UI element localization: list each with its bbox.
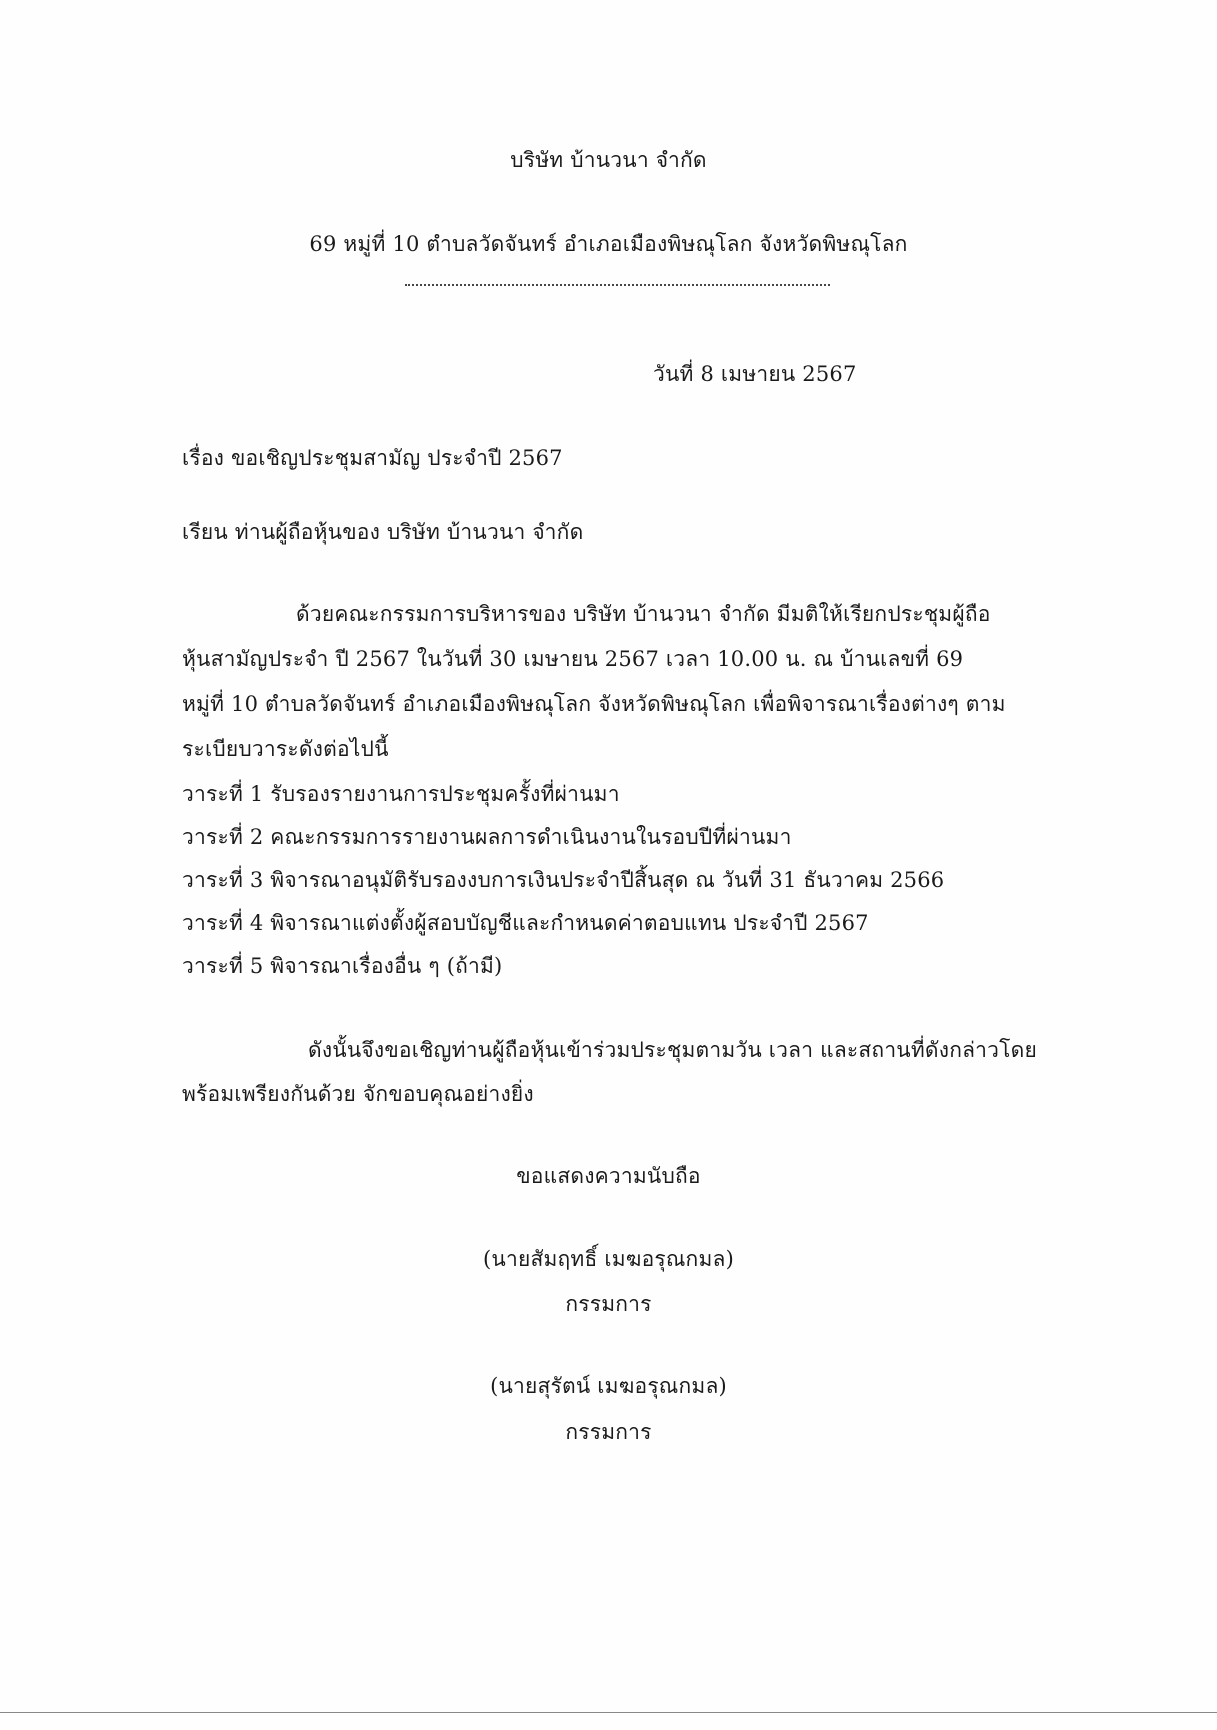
- letter-date: วันที่ 8 เมษายน 2567: [653, 362, 857, 386]
- company-name: บริษัท บ้านวนา จำกัด: [510, 148, 707, 172]
- body-paragraph-line: ระเบียบวาระดังต่อไปนี้: [182, 737, 389, 761]
- agenda-item: วาระที่ 4 พิจารณาแต่งตั้งผู้สอบบัญชีและกำหนดค่าตอบแทน ประจำปี 2567: [182, 911, 869, 935]
- signatory-name: (นายสุรัตน์ เมฆอรุณกมล): [490, 1374, 727, 1398]
- body-paragraph-line: หมู่ที่ 10 ตำบลวัดจันทร์ อำเภอเมืองพิษณุโลก จังหวัดพิษณุโลก เพื่อพิจารณาเรื่องต่างๆ ตาม: [182, 692, 1006, 716]
- signatory-role: กรรมการ: [565, 1420, 652, 1444]
- letter-recipient: เรียน ท่านผู้ถือหุ้นของ บริษัท บ้านวนา จำกัด: [182, 520, 584, 544]
- agenda-item: วาระที่ 2 คณะกรรมการรายงานผลการดำเนินงานในรอบปีที่ผ่านมา: [182, 825, 792, 849]
- closing-salutation: ขอแสดงความนับถือ: [516, 1164, 701, 1188]
- signatory-role: กรรมการ: [565, 1292, 652, 1316]
- company-address: 69 หมู่ที่ 10 ตำบลวัดจันทร์ อำเภอเมืองพิษณุโลก จังหวัดพิษณุโลก: [309, 232, 908, 256]
- body-paragraph-line: หุ้นสามัญประจำ ปี 2567 ในวันที่ 30 เมษายน 2567 เวลา 10.00 น. ณ บ้านเลขที่ 69: [182, 647, 964, 671]
- closing-paragraph-line: พร้อมเพรียงกันด้วย จักขอบคุณอย่างยิ่ง: [182, 1082, 534, 1106]
- signatory-name: (นายสัมฤทธิ์ เมฆอรุณกมล): [483, 1247, 734, 1271]
- agenda-item: วาระที่ 3 พิจารณาอนุมัติรับรองงบการเงินประจำปีสิ้นสุด ณ วันที่ 31 ธันวาคม 2566: [182, 868, 945, 892]
- agenda-item: วาระที่ 5 พิจารณาเรื่องอื่น ๆ (ถ้ามี): [182, 954, 503, 978]
- body-paragraph-line: ด้วยคณะกรรมการบริหารของ บริษัท บ้านวนา จำกัด มีมติให้เรียกประชุมผู้ถือ: [296, 602, 991, 626]
- page-bottom-rule: [0, 1712, 1217, 1713]
- letter-subject: เรื่อง ขอเชิญประชุมสามัญ ประจำปี 2567: [182, 446, 563, 470]
- agenda-item: วาระที่ 1 รับรองรายงานการประชุมครั้งที่ผ่านมา: [182, 782, 620, 806]
- header-dotted-divider: [405, 282, 830, 286]
- closing-paragraph-line: ดังนั้นจึงขอเชิญท่านผู้ถือหุ้นเข้าร่วมประชุมตามวัน เวลา และสถานที่ดังกล่าวโดย: [308, 1038, 1037, 1062]
